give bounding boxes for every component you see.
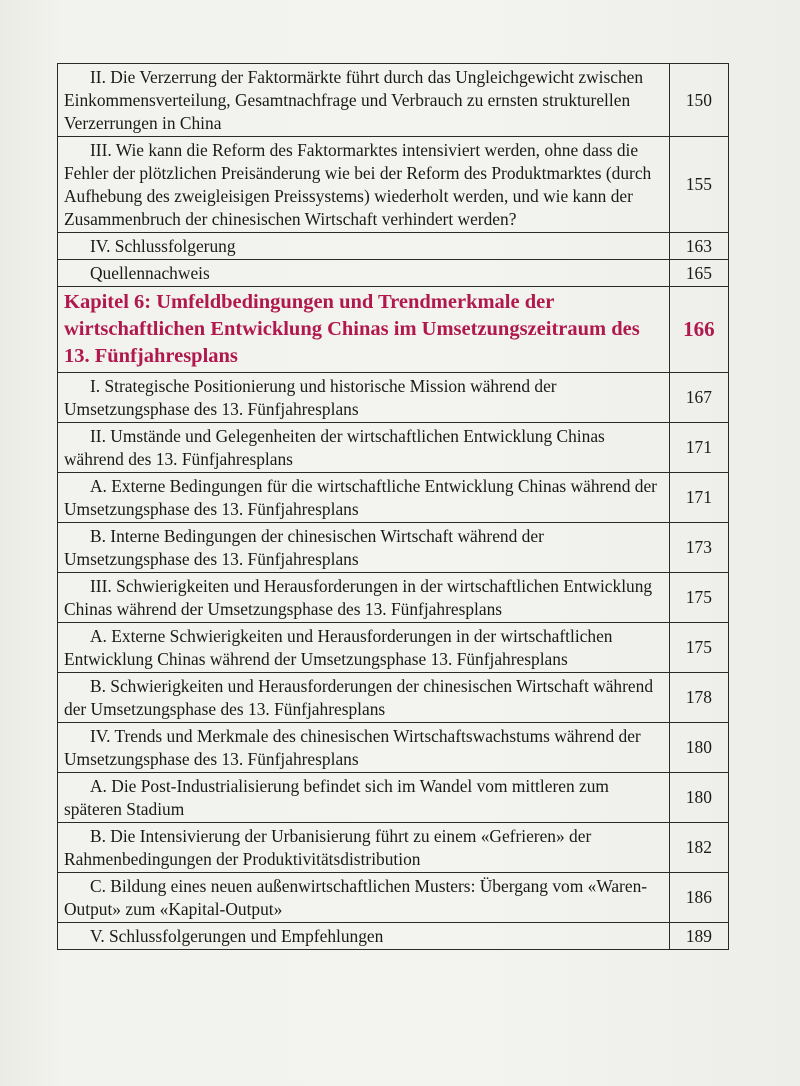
toc-entry-title: B. Interne Bedingungen der chinesischen Wirtschaft während der Umsetzungsphase des 13. Fünfjahresplans xyxy=(58,523,670,573)
toc-page-number: 180 xyxy=(669,773,728,823)
table-of-contents xyxy=(57,63,729,950)
toc-row xyxy=(58,233,729,260)
toc-entry-title: IV. Trends und Merkmale des chinesischen Wirtschaftswachstums während der Umsetzungsphase des 13. Fünfjahresplans xyxy=(58,723,670,773)
toc-page-number: 186 xyxy=(669,873,728,923)
toc-page-number: 163 xyxy=(669,233,728,260)
toc-entry-title: B. Die Intensivierung der Urbanisierung führt zu einem «Gefrieren» der Rahmenbedingungen der Produktivitätsdistribution xyxy=(58,823,670,873)
toc-row xyxy=(58,573,729,623)
toc-page-number: 175 xyxy=(669,623,728,673)
toc-entry-title: I. Strategische Positionierung und historische Mission während der Umsetzungsphase des 13. Fünfjahresplans xyxy=(58,373,670,423)
toc-entry-title: A. Externe Bedingungen für die wirtschaftliche Entwicklung Chinas während der Umsetzungsphase des 13. Fünfjahresplans xyxy=(58,473,670,523)
toc-page-number: 189 xyxy=(669,923,728,950)
toc-body xyxy=(58,64,729,950)
toc-page-number: 178 xyxy=(669,673,728,723)
toc-entry-title: III. Wie kann die Reform des Faktormarktes intensiviert werden, ohne dass die Fehler der plötzlichen Preisänderung wie bei der Reform des Produktmarktes (durch Aufhebung des zweigleisigen Preissystems) wiederholt werden, und wie kann der Zusammenbruch der chinesischen Wirtschaft verhindert werden? xyxy=(58,137,670,233)
toc-row xyxy=(58,723,729,773)
toc-page-number: 167 xyxy=(669,373,728,423)
toc-page-number: 150 xyxy=(669,64,728,137)
toc-row xyxy=(58,523,729,573)
toc-row xyxy=(58,923,729,950)
toc-row xyxy=(58,673,729,723)
toc-entry-title: B. Schwierigkeiten und Herausforderungen der chinesischen Wirtschaft während der Umsetzungsphase des 13. Fünfjahresplans xyxy=(58,673,670,723)
chapter-title: Kapitel 6: Umfeldbedingungen und Trendmerkmale der wirtschaftlichen Entwicklung Chinas im Umsetzungszeitraum des 13. Fünfjahresplans xyxy=(58,287,670,373)
toc-row xyxy=(58,773,729,823)
toc-page-number: 173 xyxy=(669,523,728,573)
toc-page-number: 155 xyxy=(669,137,728,233)
toc-entry-title: II. Umstände und Gelegenheiten der wirtschaftlichen Entwicklung Chinas während des 13. Fünfjahresplans xyxy=(58,423,670,473)
toc-row xyxy=(58,373,729,423)
toc-entry-title: A. Die Post-Industrialisierung befindet sich im Wandel vom mittleren zum späteren Stadium xyxy=(58,773,670,823)
toc-entry-title: Quellennachweis xyxy=(58,260,670,287)
toc-page-number: 171 xyxy=(669,473,728,523)
toc-chapter-row xyxy=(58,287,729,373)
toc-entry-title: IV. Schlussfolgerung xyxy=(58,233,670,260)
toc-row xyxy=(58,473,729,523)
toc-entry-title: III. Schwierigkeiten und Herausforderungen in der wirtschaftlichen Entwicklung Chinas während der Umsetzungsphase des 13. Fünfjahresplans xyxy=(58,573,670,623)
toc-page-number: 171 xyxy=(669,423,728,473)
toc-page-number: 182 xyxy=(669,823,728,873)
toc-row xyxy=(58,137,729,233)
toc-row xyxy=(58,423,729,473)
toc-entry-title: C. Bildung eines neuen außenwirtschaftlichen Musters: Übergang vom «Waren-Output» zum «Kapital-Output» xyxy=(58,873,670,923)
toc-entry-title: V. Schlussfolgerungen und Empfehlungen xyxy=(58,923,670,950)
toc-page-number: 165 xyxy=(669,260,728,287)
toc-row xyxy=(58,64,729,137)
toc-row xyxy=(58,623,729,673)
toc-page-number: 166 xyxy=(669,287,728,373)
toc-row xyxy=(58,873,729,923)
toc-entry-title: A. Externe Schwierigkeiten und Herausforderungen in der wirtschaftlichen Entwicklung Chinas während der Umsetzungsphase 13. Fünfjahresplans xyxy=(58,623,670,673)
toc-row xyxy=(58,823,729,873)
toc-row xyxy=(58,260,729,287)
toc-entry-title: II. Die Verzerrung der Faktormärkte führt durch das Ungleichgewicht zwischen Einkommensverteilung, Gesamtnachfrage und Verbrauch zu ernsten strukturellen Verzerrungen in China xyxy=(58,64,670,137)
toc-page-number: 175 xyxy=(669,573,728,623)
toc-page-number: 180 xyxy=(669,723,728,773)
